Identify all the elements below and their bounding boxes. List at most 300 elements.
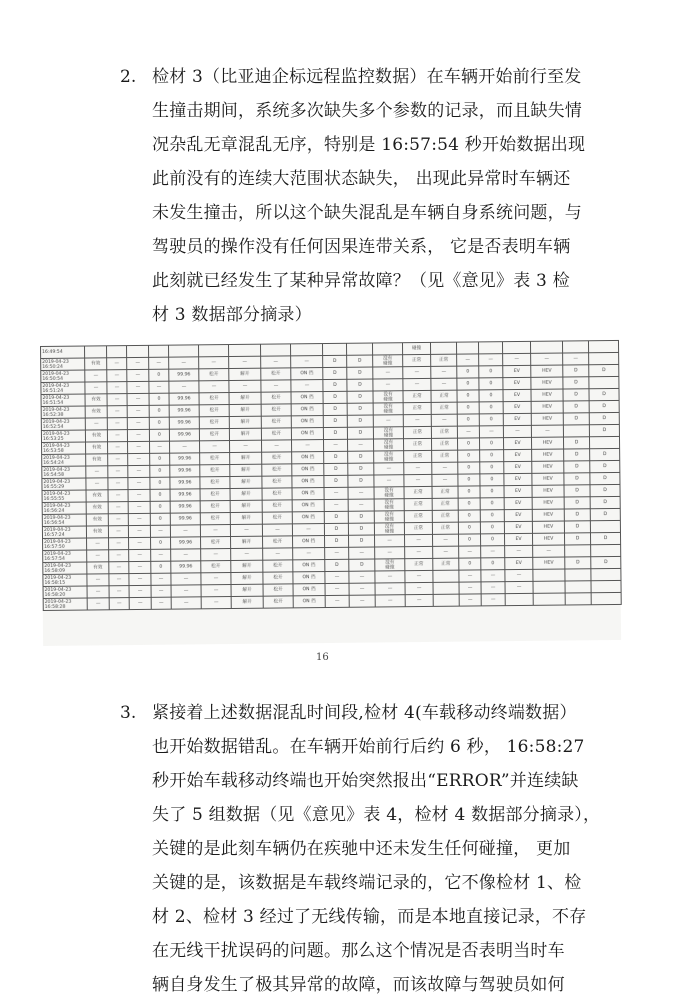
table-cell: — [431,378,457,390]
table-cell: — [373,379,403,391]
table-cell: D [323,403,347,415]
table-cell [533,569,565,581]
table-cell: — [481,546,505,558]
table-cell: — [349,571,375,583]
table-cell: D [589,412,619,424]
table-cell: — [201,585,231,597]
table-cell: 松开 [263,584,293,596]
table-cell: ON 挡 [292,464,324,476]
table-cell: EV [503,437,531,449]
table-cell: — [87,574,109,586]
table-cell: — [169,381,199,393]
table-cell: D [564,497,590,509]
text-line: 关键的是此刻车辆仍在疾驰中还未发生任何碰撞， 更加 [152,839,571,859]
table-cell: 正常 [403,402,431,414]
text-line: 材 3 数据部分摘录） [152,305,312,325]
table-cell: — [201,573,231,585]
text-line: 在无线干扰误码的问题。那么这个情况是否表明当时车 [152,941,565,961]
table-cell: — [107,394,127,406]
timestamp-cell: 2019-04-23 16:50:54 [41,370,85,382]
table-cell [589,376,619,388]
table-cell: D [347,391,373,403]
text-line: 生撞击期间，系统多次缺失多个参数的记录，而且缺失情 [152,101,582,121]
table-cell: 0 [150,465,170,477]
table-cell: — [291,380,323,392]
table-cell: 正常 [403,438,431,450]
table-cell: 0 [457,402,479,414]
table-cell [591,544,621,556]
table-cell: 0 [458,534,480,546]
table-cell: D [590,484,620,496]
table-cell [565,581,591,593]
table-cell: D [347,415,373,427]
table-cell: 有效 [85,358,107,370]
table-cell: 松开 [200,477,230,489]
table-cell: 0 [480,510,504,522]
table-cell: — [109,598,129,610]
table-cell: — [127,369,149,381]
table-cell: HEV [532,461,564,473]
table-cell: — [261,440,291,452]
table-cell: D [347,355,373,367]
table-cell: — [479,426,503,438]
table-cell: D [564,473,590,485]
table-cell: D [324,451,348,463]
table-cell: — [229,356,261,368]
table-cell: 0 [457,390,479,402]
table-cell: — [325,547,349,559]
table-cell: — [323,439,347,451]
table-cell: ON 挡 [292,512,324,524]
table-cell: D [563,413,589,425]
text-line: 此刻就已经发生了某种异常故障？（见《意见》表 3 检 [152,271,570,291]
table-cell: 0 [480,450,504,462]
table-cell: D [590,448,620,460]
table-cell: — [109,562,129,574]
table-cell: — [324,487,348,499]
table-cell: — [199,357,229,369]
table-cell: D [323,391,347,403]
table-cell: D [564,461,590,473]
table-cell: 松开 [262,464,292,476]
table-cell: 0 [459,558,481,570]
table-cell: — [432,474,458,486]
table-cell: 99.96 [169,405,199,417]
table-cell: 0 [151,537,171,549]
table-cell: 松开 [199,429,229,441]
table-cell: HEV [532,533,564,545]
table-cell: — [87,598,109,610]
table-cell: — [151,573,171,585]
table-cell: D [323,379,347,391]
table-cell: — [128,441,150,453]
table-cell: 0 [149,417,169,429]
table-cell: — [108,442,128,454]
table-cell: — [171,573,201,585]
table-cell: 99.96 [169,393,199,405]
table-cell: 0 [149,405,169,417]
timestamp-cell: 2019-04-23 16:55:29 [42,478,86,490]
table-cell: D [590,496,620,508]
timestamp-cell: 2019-04-23 16:57:54 [43,550,87,562]
table-cell: 没有 碰撞 [373,427,403,439]
truncated-text-line [152,978,452,985]
table-cell: — [375,571,405,583]
table-cell [433,594,459,606]
table-cell: 没有 碰撞 [374,499,404,511]
table-cell: — [403,378,431,390]
table-cell: 正常 [404,498,432,510]
page-number: 16 [316,652,329,663]
table-cell: 0 [458,522,480,534]
table-cell: D [323,427,347,439]
table-cell: — [127,381,149,393]
table-cell [502,341,530,353]
table-cell: 正常 [404,486,432,498]
table-cell: 99.96 [170,501,200,513]
table-cell: ON 挡 [292,500,324,512]
timestamp-cell: 2019-04-23 16:58:15 [43,574,87,586]
table-cell: 正常 [404,510,432,522]
table-cell: — [128,465,150,477]
table-cell: D [590,472,620,484]
table-cell: — [405,546,433,558]
table-cell: — [457,354,479,366]
table-cell: — [150,525,170,537]
table-cell: 有效 [86,526,108,538]
table-cell: 松开 [261,404,291,416]
table-cell: 0 [150,489,170,501]
table-cell: 0 [479,402,503,414]
table-cell: 正常 [432,522,458,534]
table-cell: — [151,585,171,597]
table-cell: D [563,377,589,389]
table-cell: — [129,573,151,585]
table-cell: — [374,535,404,547]
table-cell: HEV [532,473,564,485]
table-cell: 0 [458,510,480,522]
table-cell: 松开 [261,392,291,404]
table-cell: 解开 [231,584,263,596]
table-cell: — [347,439,373,451]
timestamp-cell: 2019-04-23 16:53:58 [42,442,86,454]
table-cell: 正常 [431,438,457,450]
table-cell: 0 [458,474,480,486]
table-cell: EV [503,401,531,413]
table-cell: 0 [457,366,479,378]
timestamp-cell: 2019-04-23 16:58:28 [43,598,87,610]
table-cell [372,343,402,355]
table-cell: EV [504,485,532,497]
table-cell: — [107,430,127,442]
table-cell: — [149,381,169,393]
table-cell: HEV [531,365,563,377]
timestamp-cell: 2019-04-23 16:57:24 [42,526,86,538]
table-cell: 正常 [431,390,457,402]
table-cell: 解开 [229,392,261,404]
table-cell: 没有 碰撞 [375,559,405,571]
table-cell: — [107,418,127,430]
table-cell: 0 [479,366,503,378]
table-cell: — [107,370,127,382]
table-cell: D [563,401,589,413]
table-cell: 99.96 [169,369,199,381]
table-cell [591,568,621,580]
table-cell: — [149,357,169,369]
timestamp-cell: 2019-04-23 16:58:20 [43,586,87,598]
table-cell: 松开 [262,512,292,524]
table-cell: — [127,357,149,369]
text-line: 关键的是，该数据是车载终端记录的，它不像检材 1、检 [152,873,582,893]
table-cell: 松开 [201,537,231,549]
table-cell: ON 挡 [292,488,324,500]
table-cell: D [325,535,349,547]
table-cell [290,344,322,356]
table-cell: — [109,574,129,586]
table-cell: HEV [532,485,564,497]
table-cell: — [505,569,533,581]
table-cell: 正常 [403,426,431,438]
table-cell: 松开 [199,369,229,381]
table-cell [562,341,588,353]
table-cell: HEV [531,389,563,401]
table-cell: 解开 [229,428,261,440]
table-cell: — [432,534,458,546]
table-cell: — [201,597,231,609]
table-cell: — [127,429,149,441]
table-cell: 正常 [431,402,457,414]
table-cell: 松开 [262,500,292,512]
table-cell: 解开 [229,368,261,380]
table-cell: — [563,353,589,365]
table-cell: ON 挡 [291,404,323,416]
table-cell: — [200,525,230,537]
timestamp-cell: 2019-04-23 16:53:25 [41,430,85,442]
table-cell [590,520,620,532]
table-cell: 0 [150,477,170,489]
table-cell [168,345,198,357]
table-cell: EV [504,521,532,533]
table-cell: — [128,453,150,465]
table-cell: — [405,570,433,582]
paragraph-2 [120,60,586,332]
table-cell: — [373,367,403,379]
table-cell: — [292,524,324,536]
table-cell: 0 [480,534,504,546]
table-cell: 松开 [262,476,292,488]
table-cell: D [347,379,373,391]
table-cell: ON 挡 [293,560,325,572]
table-cell: — [128,489,150,501]
table-cell: — [374,463,404,475]
table-cell: — [129,537,151,549]
text-line: 秒开始车载移动终端也开始突然报出“ERROR”并连续缺 [152,771,579,791]
table-cell: 0 [150,453,170,465]
text-line: 未发生撞击，所以这个缺失混乱是车辆自身系统问题，与 [152,203,582,223]
table-cell: 0 [149,393,169,405]
table-cell: — [108,490,128,502]
table-cell: EV [504,509,532,521]
table-cell: 正常 [404,522,432,534]
table-cell: — [199,381,229,393]
table-cell: 正常 [432,510,458,522]
table-cell: — [481,570,505,582]
table-cell: — [151,597,171,609]
table-cell: 0 [481,558,505,570]
table-cell: — [108,526,128,538]
table-cell: 松开 [200,465,230,477]
table-cell: — [128,513,150,525]
table-cell: 松开 [263,596,293,608]
table-cell [588,340,618,352]
table-cell: D [323,367,347,379]
table-cell: — [373,415,403,427]
text-line: 也开始数据错乱。在车辆开始前行后约 6 秒， 16:58:27 [152,737,585,757]
table-cell: D [348,511,374,523]
table-cell: — [229,380,261,392]
table-cell [565,569,591,581]
table-cell [148,345,168,357]
table-cell: HEV [532,521,564,533]
table-cell: 没有 碰撞 [373,403,403,415]
table-cell: 松开 [200,453,230,465]
table-cell: 正常 [403,390,431,402]
table-cell: — [108,514,128,526]
table-cell: — [503,353,531,365]
table-cell: — [109,586,129,598]
table-cell: 正常 [404,450,432,462]
table-cell: — [109,538,129,550]
table-cell: D [563,389,589,401]
table-cell: — [349,583,375,595]
table-cell: 99.96 [170,465,200,477]
table-cell: — [230,524,262,536]
table-cell: — [324,499,348,511]
text-line: 辆自身发生了极其异常的故障，而该故障与驾驶员如何 [152,975,565,995]
table-cell: — [261,380,291,392]
table-cell: HEV [532,449,564,461]
table-cell: — [262,524,292,536]
table-cell: 没有 碰撞 [374,511,404,523]
table-cell: ON 挡 [292,476,324,488]
table-cell: ON 挡 [291,368,323,380]
table-cell: — [231,548,263,560]
text-line: 驾驶员的操作没有任何因果连带关系， 它是否表明车辆 [152,237,571,257]
table-cell: D [349,559,375,571]
table-cell: — [109,550,129,562]
table-cell: D [324,523,348,535]
table-cell: 解开 [230,476,262,488]
table-cell: 有效 [87,562,109,574]
table-cell: 解开 [229,404,261,416]
timestamp-cell: 2019-04-23 16:52:54 [41,418,85,430]
table-cell: 0 [150,501,170,513]
table-cell: — [151,549,171,561]
table-cell: D [324,511,348,523]
table-cell: 解开 [230,512,262,524]
table-cell: D [565,557,591,569]
table-cell: — [503,425,531,437]
table-cell: — [150,441,170,453]
table-cell: D [324,475,348,487]
table-cell: 有效 [86,514,108,526]
table-cell: D [590,532,620,544]
table-cell: — [127,393,149,405]
table-cell: 0 [479,414,503,426]
table-cell: — [403,414,431,426]
table-cell: 99.96 [170,477,200,489]
table-cell [322,343,346,355]
table-cell: — [481,582,505,594]
paragraph-3 [120,696,601,1002]
table-cell: D [347,427,373,439]
table-cell: 松开 [199,405,229,417]
table-cell: 没有 碰撞 [373,391,403,403]
table-cell: — [230,440,262,452]
table-cell: — [86,466,108,478]
timestamp-cell: 2019-04-23 16:55:55 [42,490,86,502]
data-table [40,340,622,611]
table-cell: 没有 碰撞 [373,355,403,367]
table-cell: — [169,357,199,369]
table-cell: HEV [531,437,563,449]
table-cell: 0 [149,369,169,381]
table-cell: — [108,454,128,466]
table-cell: 正常 [433,558,459,570]
timestamp-cell: 2019-04-23 16:56:24 [42,502,86,514]
table-cell: 99.96 [170,513,200,525]
table-cell: 有效 [85,430,107,442]
table-body [41,340,622,610]
table-cell: — [87,538,109,550]
table-cell: 0 [149,429,169,441]
table-cell: — [325,595,349,607]
table-cell: 有效 [86,454,108,466]
table-cell: ON 挡 [292,452,324,464]
table-cell: 有效 [86,490,108,502]
timestamp-cell: 2019-04-23 16:51:24 [41,382,85,394]
table-cell [505,593,533,605]
table-cell: — [505,581,533,593]
table-cell: 松开 [261,416,291,428]
table-cell: EV [504,473,532,485]
table-cell: 松开 [262,488,292,500]
table-cell: — [431,414,457,426]
table-cell: D [589,364,619,376]
table-cell: — [374,475,404,487]
table-cell: 解开 [231,572,263,584]
table-cell: — [349,595,375,607]
table-cell: — [405,594,433,606]
table-cell: ON 挡 [291,416,323,428]
table-cell: 正常 [431,354,457,366]
table-cell [430,342,456,354]
table-cell: — [431,366,457,378]
table-cell: D [348,475,374,487]
table-cell: — [129,597,151,609]
table-cell: EV [504,533,532,545]
timestamp-cell: 2019-04-23 16:51:54 [41,394,85,406]
table-cell: — [87,586,109,598]
table-cell: EV [504,497,532,509]
table-cell [565,545,591,557]
table-cell: 松开 [201,561,231,573]
table-cell: 正常 [431,426,457,438]
table-cell: 0 [480,498,504,510]
paragraph-number: 3. [120,703,137,723]
table-cell: D [564,485,590,497]
table-cell: 解开 [230,464,262,476]
